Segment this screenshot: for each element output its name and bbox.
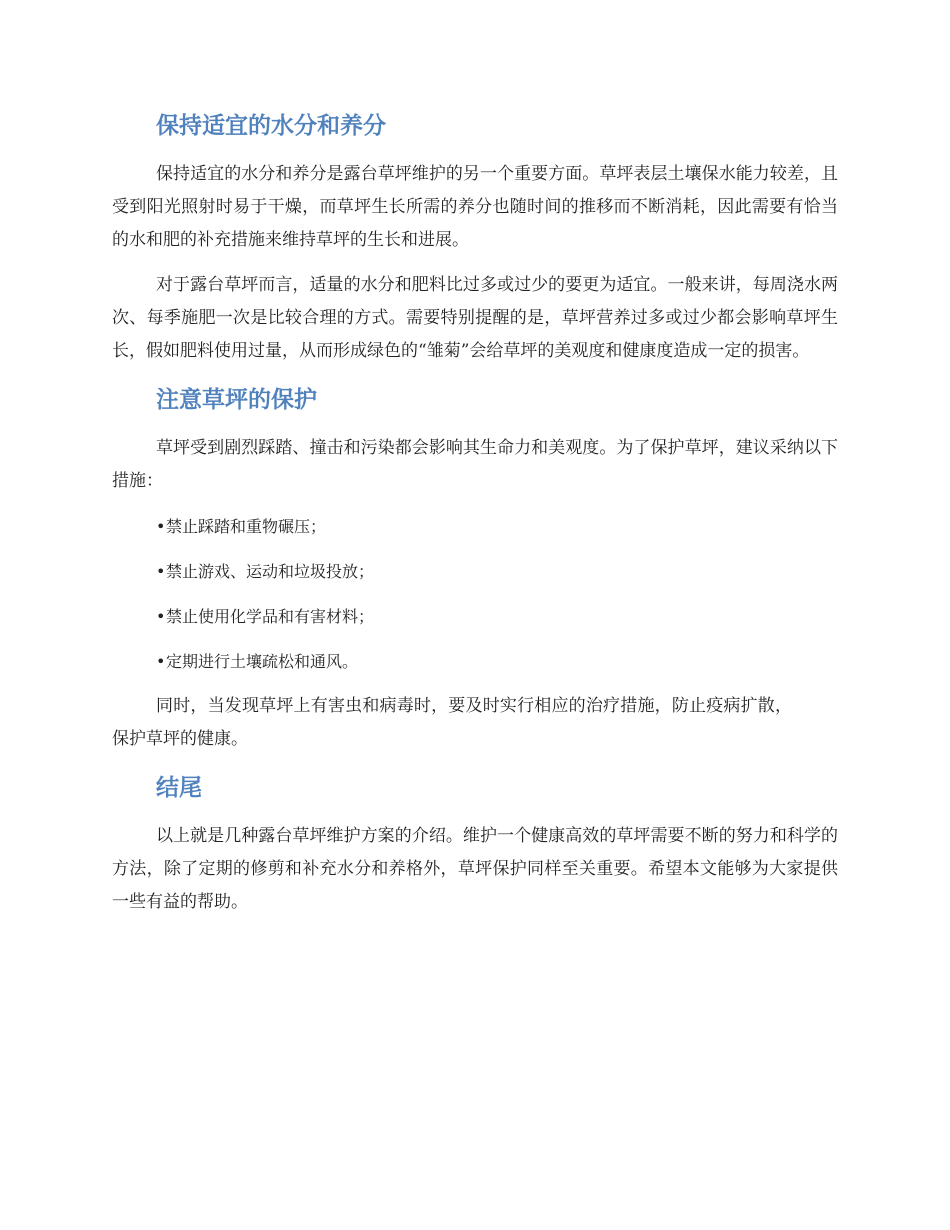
paragraph-conclusion: 以上就是几种露台草坪维护方案的介绍。维护一个健康高效的草坪需要不断的努力和科学的方法，除了定期的修剪和补充水分和养格外，草坪保护同样至关重要。希望本文能够为大家提供一些有益的帮助。 xyxy=(112,826,838,912)
list-item-text: 定期进行土壤疏松和通风。 xyxy=(166,652,359,671)
list-item-text: 禁止游戏、运动和垃圾投放； xyxy=(166,562,375,581)
list-item xyxy=(156,555,838,588)
bullet-icon: • xyxy=(156,652,166,671)
bullet-icon: • xyxy=(156,517,166,536)
list-item xyxy=(156,645,838,678)
list-item-text: 禁止使用化学品和有害材料； xyxy=(166,607,375,626)
bullet-icon: • xyxy=(156,562,166,581)
section-heading-conclusion: 结尾 xyxy=(156,775,202,801)
list-item-text: 禁止踩踏和重物碾压； xyxy=(166,517,327,536)
paragraph-lawn-protection-intro: 草坪受到剧烈踩踏、撞击和污染都会影响其生命力和美观度。为了保护草坪，建议采纳以下措施： xyxy=(112,438,838,491)
list-item xyxy=(156,600,838,633)
bullet-icon: • xyxy=(156,607,166,626)
section-heading-lawn-protection: 注意草坪的保护 xyxy=(156,387,317,413)
protection-measures-list xyxy=(156,510,838,678)
paragraph-water-nutrients-2: 对于露台草坪而言，适量的水分和肥料比过多或过少的要更为适宜。一般来讲，每周浇水两次、每季施肥一次是比较合理的方式。需要特别提醒的是，草坪营养过多或过少都会影响草坪生长，假如肥料使用过量，从而形成绿色的“雏菊”会给草坪的美观度和健康度造成一定的损害。 xyxy=(112,275,838,361)
paragraph-lawn-protection-outro: 同时，当发现草坪上有害虫和病毒时，要及时实行相应的治疗措施，防止疫病扩散，保护草坪的健康。 xyxy=(112,696,792,749)
paragraph-water-nutrients-1: 保持适宜的水分和养分是露台草坪维护的另一个重要方面。草坪表层土壤保水能力较差，且受到阳光照射时易于干燥，而草坪生长所需的养分也随时间的推移而不断消耗，因此需要有恰当的水和肥的补充措施来维持草坪的生长和进展。 xyxy=(112,164,838,250)
list-item xyxy=(156,510,838,543)
section-heading-water-nutrients: 保持适宜的水分和养分 xyxy=(156,113,386,139)
